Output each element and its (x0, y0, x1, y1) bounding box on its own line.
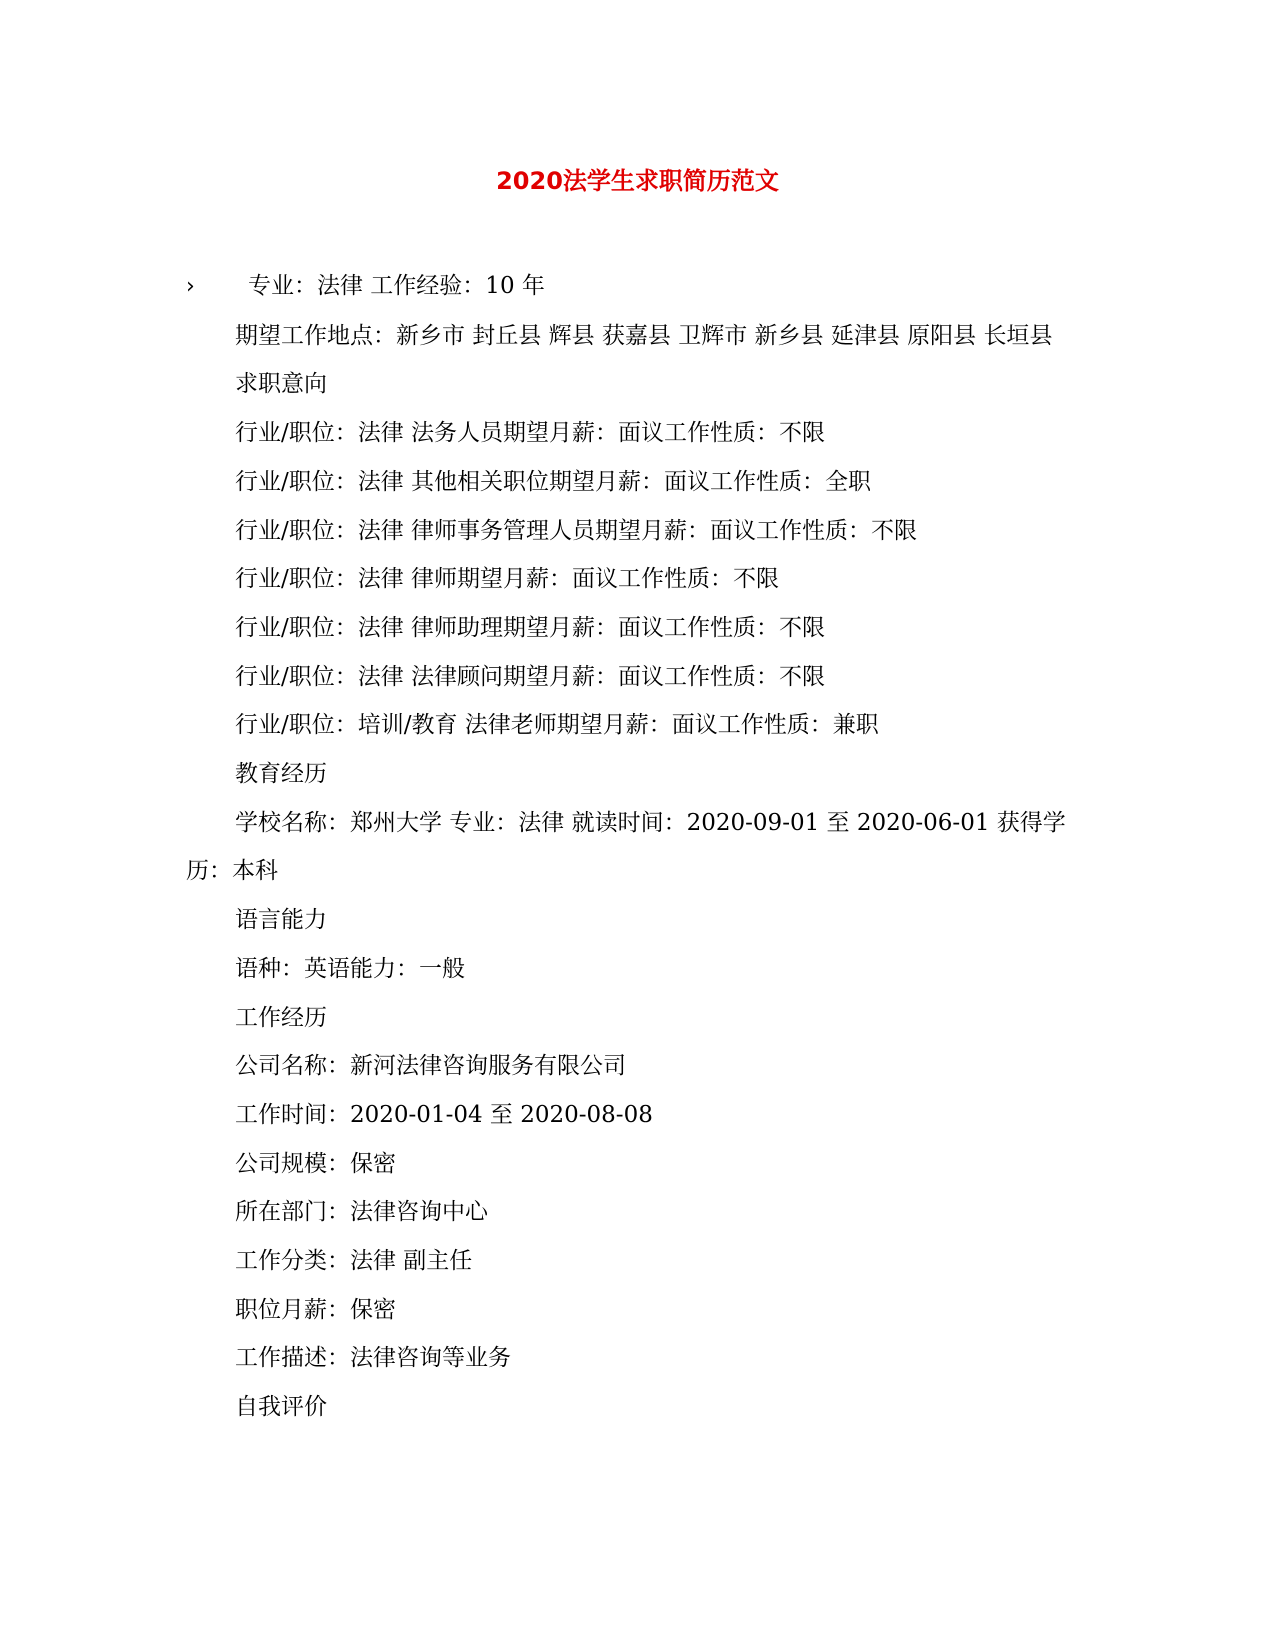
job-intention-item: 行业/职位：法律 法务人员期望月薪：面议工作性质：不限 (235, 420, 826, 447)
major-experience-text: 专业：法律 工作经验：10 年 (248, 273, 545, 299)
job-intention-item: 行业/职位：法律 律师期望月薪：面议工作性质：不限 (235, 566, 780, 593)
job-intention-item: 行业/职位：法律 其他相关职位期望月薪：面议工作性质：全职 (235, 468, 872, 495)
section-heading-education: 教育经历 (235, 761, 327, 788)
section-heading-work-experience: 工作经历 (235, 1004, 327, 1031)
job-category-line: 工作分类：法律 副主任 (235, 1248, 473, 1275)
resume-body (186, 262, 1086, 1432)
section-heading-job-intention: 求职意向 (235, 371, 327, 398)
department-line: 所在部门：法律咨询中心 (235, 1199, 488, 1226)
job-intention-item: 行业/职位：法律 律师事务管理人员期望月薪：面议工作性质：不限 (235, 517, 918, 544)
job-intention-item: 行业/职位：培训/教育 法律老师期望月薪：面议工作性质：兼职 (235, 712, 879, 739)
company-name-line: 公司名称：新河法律咨询服务有限公司 (235, 1053, 626, 1080)
language-item: 语种：英语能力：一般 (235, 955, 465, 982)
monthly-salary-line: 职位月薪：保密 (235, 1296, 396, 1323)
job-intention-item: 行业/职位：法律 法律顾问期望月薪：面议工作性质：不限 (235, 663, 826, 690)
section-heading-self-evaluation: 自我评价 (235, 1394, 327, 1421)
document-title: 2020法学生求职简历范文 (496, 167, 779, 195)
job-description-line: 工作描述：法律咨询等业务 (235, 1345, 511, 1372)
job-intention-item: 行业/职位：法律 律师助理期望月薪：面议工作性质：不限 (235, 614, 826, 641)
education-item: 学校名称：郑州大学 专业：法律 就读时间：2020-09-01 至 2020-06-01 获得学历：本科 (186, 809, 1066, 885)
company-size-line: 公司规模：保密 (235, 1150, 396, 1177)
bullet-arrow-icon: › (186, 274, 195, 299)
major-experience-line (186, 262, 1086, 312)
section-heading-language: 语言能力 (235, 907, 327, 934)
work-period-line: 工作时间：2020-01-04 至 2020-08-08 (235, 1101, 653, 1128)
expected-location-line: 期望工作地点：新乡市 封丘县 辉县 获嘉县 卫辉市 新乡县 延津县 原阳县 长垣县 (235, 322, 1053, 349)
